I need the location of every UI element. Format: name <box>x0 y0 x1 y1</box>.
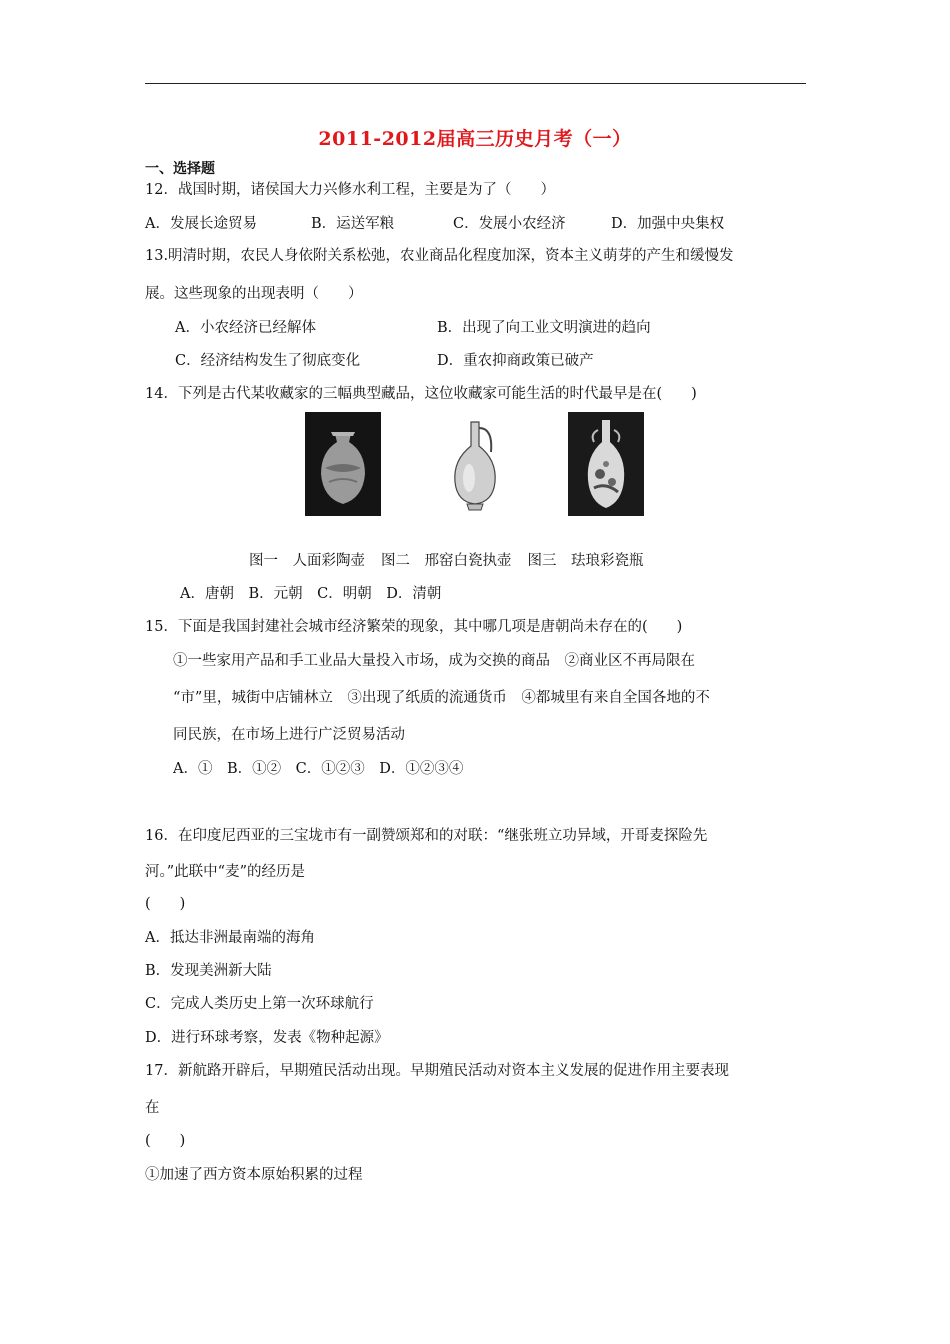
q15-line1: ①一些家用产品和手工业品大量投入市场，成为交换的商品 ②商业区不再局限在 <box>173 653 695 669</box>
section-heading: 一、选择题 <box>145 161 215 177</box>
q16-answer-paren: ( ) <box>145 896 186 912</box>
caption-figure-2: 图二 邢窑白瓷执壶 <box>381 553 512 569</box>
q16-option-d: D．进行环球考察，发表《物种起源》 <box>145 1030 389 1046</box>
q17-answer-paren: ( ) <box>145 1133 186 1149</box>
white-porcelain-ewer-image <box>437 412 513 516</box>
q12-option-b: B．运送军粮 <box>311 216 395 232</box>
q17-stem-line1: 17．新航路开辟后，早期殖民活动出现。早期殖民活动对资本主义发展的促进作用主要表现 <box>145 1063 729 1079</box>
q13-option-d: D．重农抑商政策已破产 <box>437 353 594 369</box>
caption-figure-1: 图一 人面彩陶壶 <box>249 553 365 569</box>
q15-line2: “市”里，城街中店铺林立 ③出现了纸质的流通货币 ④都城里有来自全国各地的不 <box>173 690 710 706</box>
q15-line3: 同民族，在市场上进行广泛贸易活动 <box>173 727 405 743</box>
q16-option-a: A．抵达非洲最南端的海角 <box>145 930 315 946</box>
q12-option-a: A．发展长途贸易 <box>145 216 257 232</box>
enamel-vase-image <box>568 412 644 516</box>
q14-options: A．唐朝 B．元朝 C．明朝 D．清朝 <box>180 586 442 602</box>
q13-option-a: A．小农经济已经解体 <box>175 320 316 336</box>
q12-stem: 12．战国时期，诸侯国大力兴修水利工程，主要是为了（ ） <box>145 182 555 198</box>
q14-captions <box>249 549 660 570</box>
pottery-pot-image <box>305 412 381 516</box>
q16-option-b: B．发现美洲新大陆 <box>145 963 272 979</box>
q15-options: A．① B．①② C．①②③ D．①②③④ <box>173 761 464 777</box>
q13-stem-line2: 展。这些现象的出现表明（ ） <box>145 286 363 302</box>
q16-stem-line2: 河。”此联中“麦”的经历是 <box>145 864 305 880</box>
header-rule <box>145 83 806 84</box>
q13-stem-line1: 13.明清时期，农民人身依附关系松弛，农业商品化程度加深，资本主义萌芽的产生和缓慢发 <box>145 248 734 264</box>
q17-stem-line2: 在 <box>145 1100 160 1116</box>
q14-stem: 14．下列是古代某收藏家的三幅典型藏品，这位收藏家可能生活的时代最早是在( ) <box>145 386 697 402</box>
q12-option-d: D．加强中央集权 <box>611 216 725 232</box>
q17-item-1: ①加速了西方资本原始积累的过程 <box>145 1167 363 1183</box>
caption-figure-3: 图三 珐琅彩瓷瓶 <box>527 553 644 569</box>
exam-title: 2011-2012届高三历史月考（一） <box>318 128 632 150</box>
q15-stem: 15．下面是我国封建社会城市经济繁荣的现象，其中哪几项是唐朝尚未存在的( ) <box>145 619 683 635</box>
q13-option-b: B．出现了向工业文明演进的趋向 <box>437 320 651 336</box>
q16-option-c: C．完成人类历史上第一次环球航行 <box>145 996 374 1012</box>
q16-stem-line1: 16．在印度尼西亚的三宝垅市有一副赞颂郑和的对联：“继张班立功异域，开哥麦探险先 <box>145 828 708 844</box>
q13-option-c: C．经济结构发生了彻底变化 <box>175 353 361 369</box>
q12-option-c: C．发展小农经济 <box>453 216 566 232</box>
